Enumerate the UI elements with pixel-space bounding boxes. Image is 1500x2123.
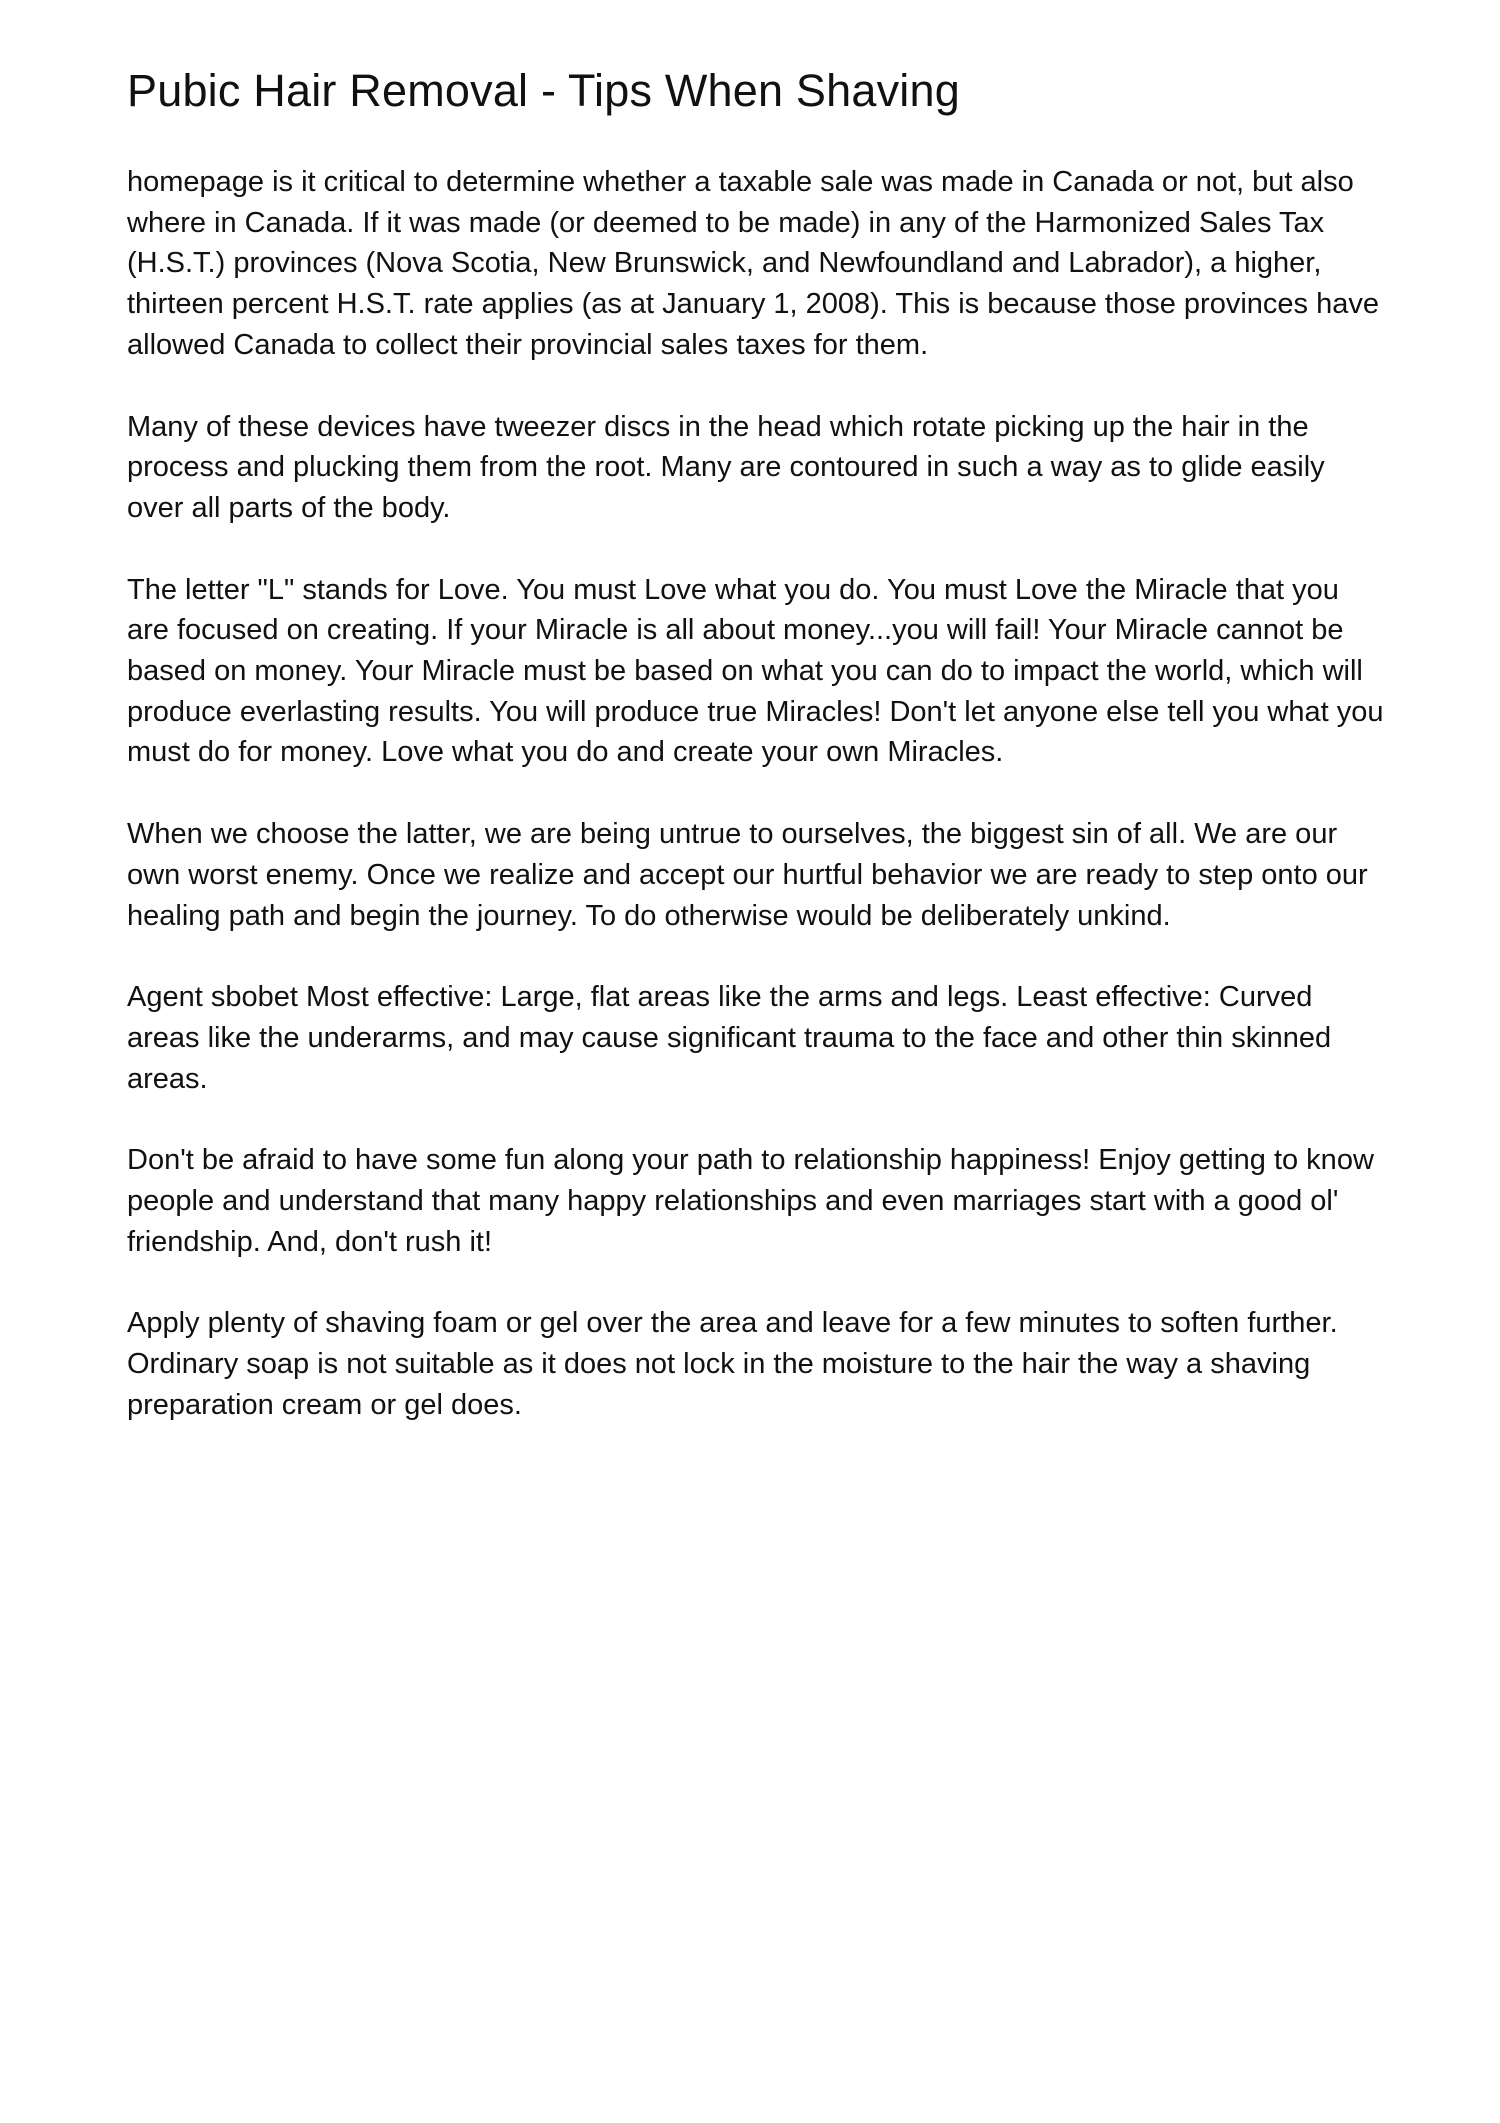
document-body bbox=[127, 162, 1387, 1426]
paragraph-3: The letter "L" stands for Love. You must Love what you do. You must Love the Miracle that you are focused on creating. If your Miracle is all about money...you will fail! Your Miracle cannot be based on money. Your Miracle must be based on what you can do to impact the world, which will produce everlasting results. You will produce true Miracles! Don't let anyone else tell you what you must do for money. Love what you do and create your own Miracles. bbox=[127, 573, 1384, 769]
paragraph-1: homepage is it critical to determine whether a taxable sale was made in Canada or not, but also where in Canada. If it was made (or deemed to be made) in any of the Harmonized Sales Tax (H.S.T.) provinces (Nova Scotia, New Brunswick, and Newfoundland and Labrador), a higher, thirteen percent H.S.T. rate applies (as at January 1, 2008). This is because those provinces have allowed Canada to collect their provincial sales taxes for them. bbox=[127, 166, 1379, 361]
paragraph-7: Apply plenty of shaving foam or gel over the area and leave for a few minutes to soften further. Ordinary soap is not suitable as it does not lock in the moisture to the hair the way a shaving preparation cream or gel does. bbox=[127, 1307, 1338, 1421]
paragraph-6: Don't be afraid to have some fun along your path to relationship happiness! Enjoy getting to know people and understand that many happy relationships and even marriages start with a good ol' friendship. And, don't rush it! bbox=[127, 1144, 1374, 1258]
document-page bbox=[127, 60, 1387, 1467]
paragraph-5: Agent sbobet Most effective: Large, flat areas like the arms and legs. Least effective: Curved areas like the underarms, and may cause significant trauma to the face and other thin skinned areas. bbox=[127, 981, 1332, 1095]
page-title: Pubic Hair Removal - Tips When Shaving bbox=[127, 65, 960, 116]
paragraph-4: When we choose the latter, we are being untrue to ourselves, the biggest sin of all. We are our own worst enemy. Once we realize and accept our hurtful behavior we are ready to step onto our healing path and begin the journey. To do otherwise would be deliberately unkind. bbox=[127, 818, 1368, 932]
paragraph-2: Many of these devices have tweezer discs in the head which rotate picking up the hair in the process and plucking them from the root. Many are contoured in such a way as to glide easily over all parts of the body. bbox=[127, 410, 1325, 524]
